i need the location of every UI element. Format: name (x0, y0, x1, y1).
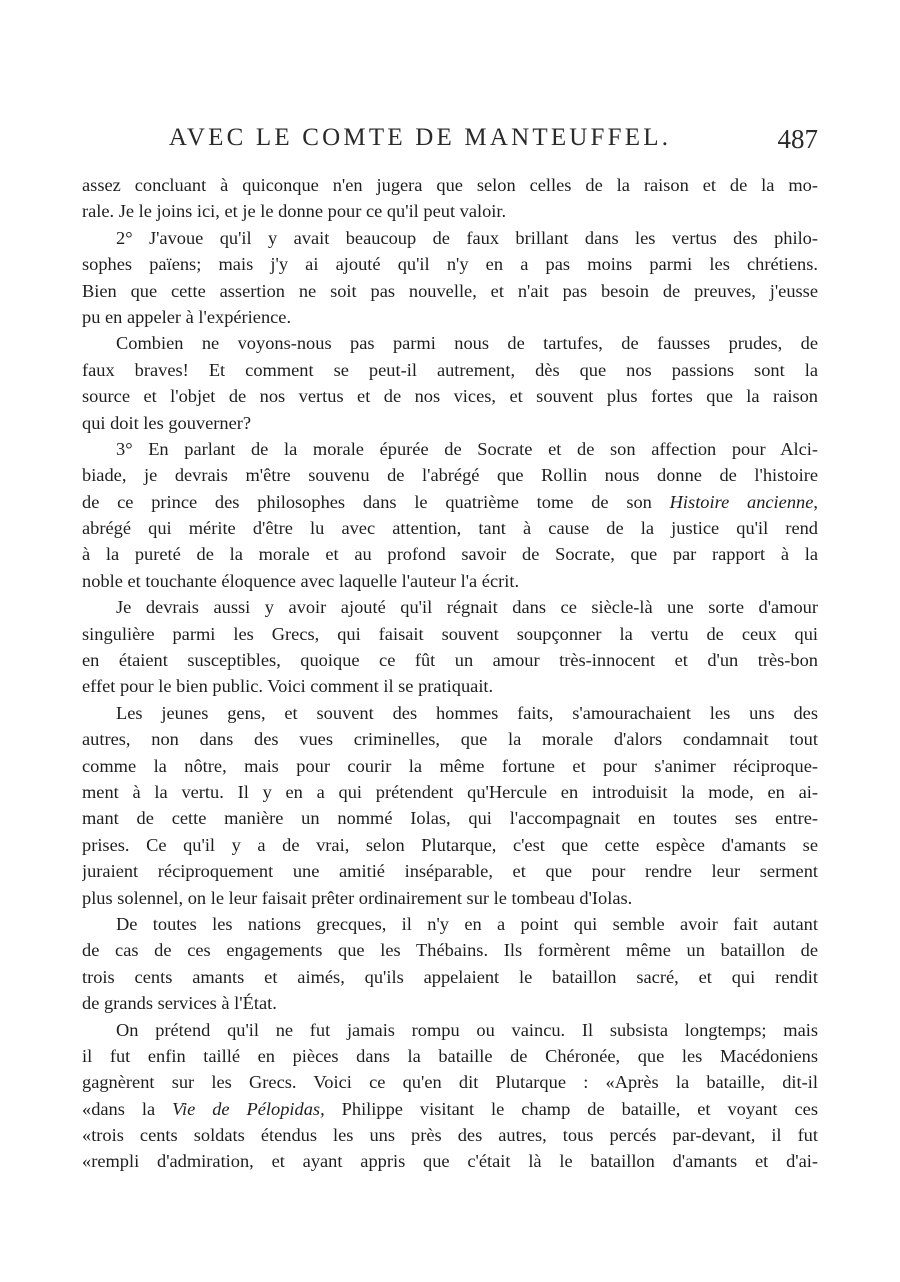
text-line: effet pour le bien public. Voici comment il se pratiquait. (82, 676, 494, 697)
book-title: Vie de Pélopidas, (172, 1098, 325, 1119)
text-line: De toutes les nations grecques, il n'y en a point qui semble avoir fait autant (116, 913, 818, 934)
text-line: plus solennel, on le leur faisait prêter ordinairement sur le tombeau d'Iolas. (82, 887, 633, 908)
text-line: trois cents amants et aimés, qu'ils appelaient le bataillon sacré, et qui rendit (82, 966, 818, 987)
text-line: qui doit les gouverner? (82, 412, 252, 433)
text-line: ment à la vertu. Il y en a qui prétendent qu'Hercule en introduisit la mode, en ai- (82, 781, 818, 802)
text-line: On prétend qu'il ne fut jamais rompu ou vaincu. Il subsista longtemps; mais (116, 1019, 818, 1040)
text-line: Je devrais aussi y avoir ajouté qu'il régnait dans ce siècle-là une sorte d'amour (116, 597, 818, 618)
running-head (82, 120, 818, 162)
text-line: 3° En parlant de la morale épurée de Socrate et de son affection pour Alci- (116, 438, 818, 459)
paragraph (82, 1017, 818, 1175)
text-line: pu en appeler à l'expérience. (82, 306, 292, 327)
text-line: «rempli d'admiration, et ayant appris que c'était là le bataillon d'amants et d'ai- (82, 1151, 818, 1172)
body-text (82, 172, 818, 1175)
text-line: gagnèrent sur les Grecs. Voici ce qu'en dit Plutarque : «Après la bataille, dit-il (82, 1072, 818, 1093)
paragraph (82, 330, 818, 436)
text-line: noble et touchante éloquence avec laquelle l'auteur l'a écrit. (82, 570, 520, 591)
text-line: 2° J'avoue qu'il y avait beaucoup de faux brillant dans les vertus des philo- (116, 227, 818, 248)
paragraph (82, 594, 818, 700)
text-segment: , (813, 491, 818, 512)
text-line: «trois cents soldats étendus les uns près des autres, tous percés par-devant, il fut (82, 1125, 818, 1146)
text-line: prises. Ce qu'il y a de vrai, selon Plutarque, c'est que cette espèce d'amants se (82, 834, 818, 855)
text-line: il fut enfin taillé en pièces dans la bataille de Chéronée, que les Macédoniens (82, 1045, 818, 1066)
paragraph (82, 436, 818, 594)
text-line: comme la nôtre, mais pour courir la même fortune et pour s'animer réciproque- (82, 755, 818, 776)
text-line: autres, non dans des vues criminelles, que la morale d'alors condamnait tout (82, 729, 818, 750)
page-number: 487 (777, 124, 818, 154)
text-segment: «dans la (82, 1098, 173, 1119)
paragraph (82, 225, 818, 331)
text-line-with-title (82, 489, 818, 515)
paragraph (82, 700, 818, 911)
running-title: AVEC LE COMTE DE MANTEUFFEL. (168, 124, 672, 151)
text-line: juraient réciproquement une amitié inséparable, et que pour rendre leur serment (82, 861, 818, 882)
text-line: de cas de ces engagements que les Thébains. Ils formèrent même un bataillon de (82, 940, 818, 961)
text-line: Combien ne voyons-nous pas parmi nous de tartufes, de fausses prudes, de (116, 333, 818, 354)
text-segment: de ce prince des philosophes dans le quatrième tome de son (82, 491, 670, 512)
text-line: de grands services à l'État. (82, 993, 277, 1014)
text-line: rale. Je le joins ici, et je le donne pour ce qu'il peut valoir. (82, 201, 507, 222)
text-line: mant de cette manière un nommé Iolas, qui l'accompagnait en toutes ses entre- (82, 808, 818, 829)
text-line: biade, je devrais m'être souvenu de l'abrégé que Rollin nous donne de l'histoire (82, 465, 818, 486)
paragraph (82, 172, 818, 225)
text-segment: Philippe visitant le champ de bataille, et voyant ces (324, 1098, 818, 1119)
text-line: abrégé qui mérite d'être lu avec attention, tant à cause de la justice qu'il rend (82, 518, 818, 539)
text-line: à la pureté de la morale et au profond savoir de Socrate, que par rapport à la (82, 544, 818, 565)
text-line: Les jeunes gens, et souvent des hommes faits, s'amourachaient les uns des (116, 702, 818, 723)
text-line: source et l'objet de nos vertus et de nos vices, et souvent plus fortes que la raison (82, 386, 818, 407)
text-line: sophes païens; mais j'y ai ajouté qu'il n'y en a pas moins parmi les chrétiens. (82, 254, 818, 275)
text-line: assez concluant à quiconque n'en jugera que selon celles de la raison et de la mo- (82, 175, 818, 195)
text-line-with-title (82, 1096, 818, 1122)
text-line: singulière parmi les Grecs, qui faisait souvent soupçonner la vertu de ceux qui (82, 623, 818, 644)
text-line: en étaient susceptibles, quoique ce fût un amour très-innocent et d'un très-bon (82, 650, 818, 671)
paragraph (82, 911, 818, 1017)
text-line: Bien que cette assertion ne soit pas nouvelle, et n'ait pas besoin de preuves, j'eusse (82, 280, 818, 301)
text-line: faux braves! Et comment se peut-il autrement, dès que nos passions sont la (82, 359, 818, 380)
book-title: Histoire ancienne (669, 491, 814, 512)
